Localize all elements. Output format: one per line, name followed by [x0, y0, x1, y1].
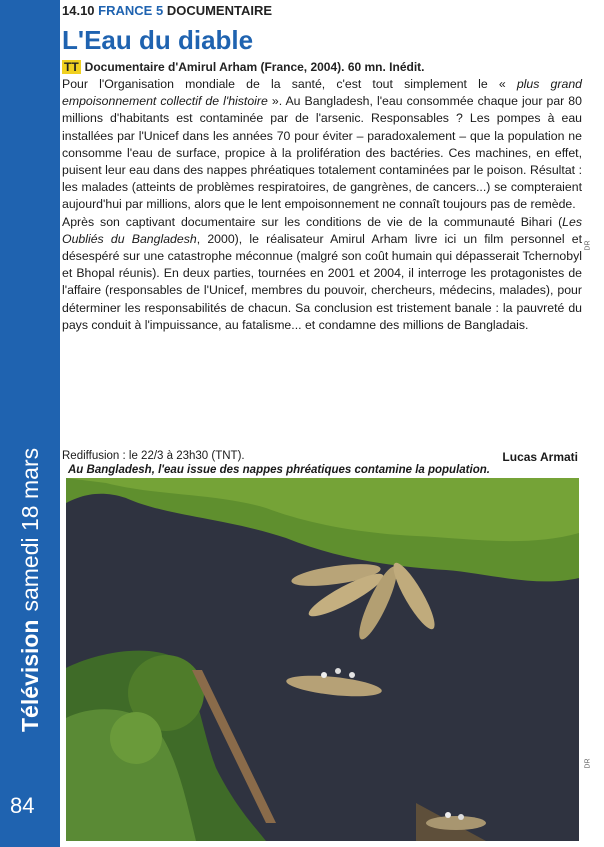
quote: plus grand empoisonnement collectif de l'histoire	[62, 77, 582, 109]
article-title: L'Eau du diable	[62, 25, 254, 55]
section-label: Télévision	[16, 619, 43, 732]
broadcast-time: 14.10	[62, 3, 95, 18]
aerial-photo	[66, 478, 579, 841]
paragraph-1: Pour l'Organisation mondiale de la santé, c'est tout simplement le « plus grand empoisonnement collectif de l'histoire ». Au Bangladesh, l'eau consommée chaque jour par 80 millions d'habitants est contaminée par de l'arsenic. Responsables ? Les pompes à eau installées par l'Unicef dans les années 70 pour éviter – paradoxalement – que la population ne consomme l'eau de surface, propice à la prolifération des bactéries. Ces machines, en effet, puisent leur eau dans des nappes phréatiques totalement contaminées par le poison. Résultat : les malades (atteints de problèmes respiratoires, de gangrènes, de cancers...) se compteraient aujourd'hui par millions, alors que le lent empoisonnement ne connaît toujours pas de remède.	[62, 77, 582, 212]
rating-badge: TT	[64, 60, 79, 74]
channel-name: FRANCE 5	[98, 3, 164, 18]
meta-text: Documentaire d'Amirul Arham (France, 2004). 60 mn. Inédit.	[84, 60, 425, 74]
sidebar-band	[0, 0, 60, 847]
photo-caption: Au Bangladesh, l'eau issue des nappes phréatiques contamine la population.	[68, 464, 490, 476]
date-label: samedi 18 mars	[16, 447, 43, 612]
page-number: 84	[10, 793, 35, 818]
program-meta	[62, 60, 425, 74]
article-body	[62, 76, 582, 334]
sidebar-vertical-label	[0, 80, 60, 820]
author-byline: Lucas Armati	[502, 450, 578, 464]
film-title: Les Oubliés du Bangladesh	[62, 214, 582, 246]
photo-credit: DR	[584, 240, 592, 251]
program-category: DOCUMENTAIRE	[166, 3, 273, 18]
program-header	[62, 3, 272, 18]
paragraph-2: Après son captivant documentaire sur les conditions de vie de la communauté Bihari (Les Oubliés du Bangladesh, 2000), le réalisateur Amirul Arham livre ici un film personnel et désespéré sur une catastrophe méconnue (malgré son coût humain qui dépasserait Tchernobyl et Bhopal réunis). En deux parties, tournées en 2001 et 2004, il interroge les protagonistes de l'affaire (responsables de l'Unicef, membres du pouvoir, chercheurs, médecins, malades), pour déterminer les responsabilités de chacun. Sa conclusion est tristement banale : la pauvreté du pays conduit à l'impuissance, au fatalisme... et condamne des millions de Bangladais.	[62, 214, 582, 332]
rediffusion-line: Rediffusion : le 22/3 à 23h30 (TNT).	[62, 450, 245, 462]
photo-credit: DR	[584, 758, 592, 769]
